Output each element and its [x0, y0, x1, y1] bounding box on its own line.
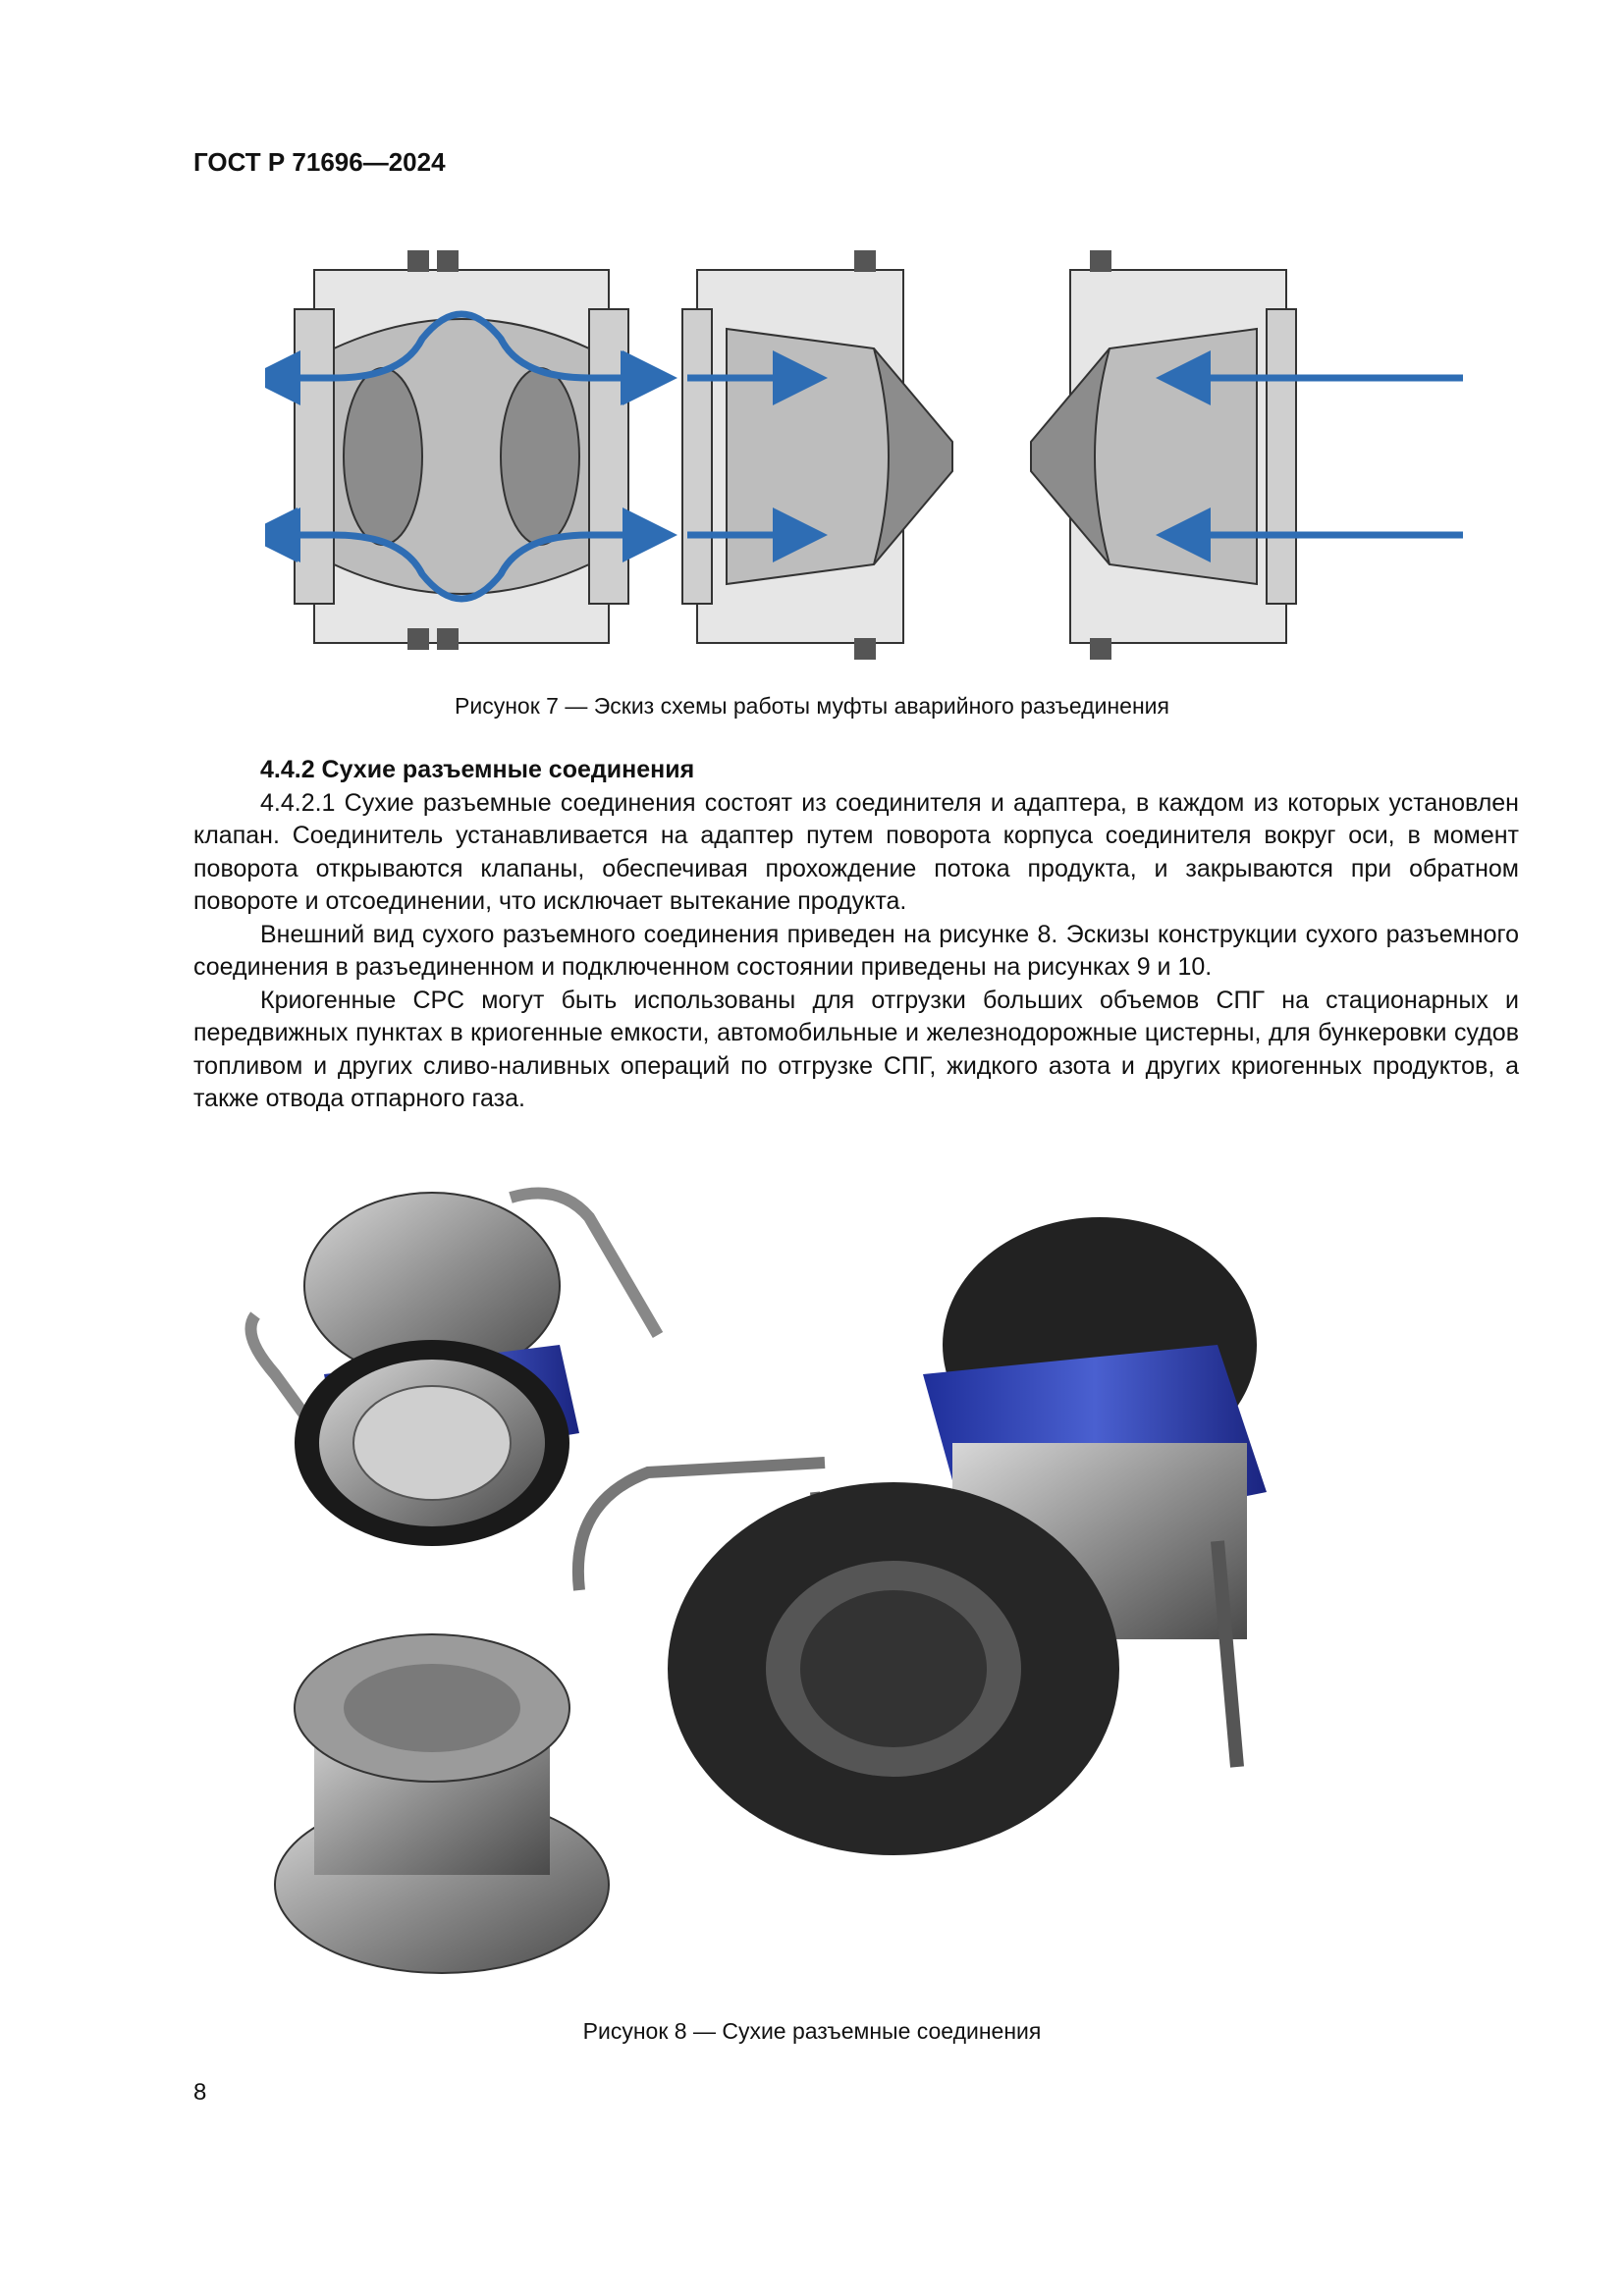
figure-8-caption: Рисунок 8 — Сухие разъемные соединения	[582, 2018, 1042, 2044]
breakaway-coupling-connected	[270, 250, 650, 650]
coupler-image	[251, 1193, 659, 1546]
section-4-4-2	[193, 754, 1519, 1116]
page-number: 8	[193, 2079, 207, 2106]
paragraph-3: Криогенные СРС могут быть использованы для отгрузки больших объемов СПГ на стационарных и передвижных пунктах в криогенные емкости, автомобильные и железнодорожные цистерны, для бункеровки судов топливом и других сливо-наливных операций по отгрузке СПГ, жидкого азота и других криогенных продуктов, а также отвода отпарного газа.	[193, 986, 1519, 1112]
breakaway-coupling-half-right	[1031, 250, 1463, 660]
adapter-image	[275, 1634, 609, 1973]
paragraph-1: 4.4.2.1 Сухие разъемные соединения состоят из соединителя и адаптера, в каждом из которых установлен клапан. Соединитель устанавливается на адаптер путем поворота корпуса соединителя вокруг оси, в момент поворота открываются клапаны, обеспечивая прохождение потока продукта, и закрываются при обратном повороте и отсоединении, что исключает вытекание продукта.	[193, 788, 1519, 915]
figure-7-schematic	[265, 250, 1473, 663]
figure-8-photo	[236, 1178, 1473, 1983]
section-title: 4.4.2 Сухие разъемные соединения	[260, 756, 695, 783]
breakaway-coupling-half-left	[682, 250, 952, 660]
paragraph-2: Внешний вид сухого разъемного соединения приведен на рисунке 8. Эскизы конструкции сухого разъемного соединения в разъединенном и подключенном состоянии приведены на рисунках 9 и 10.	[193, 920, 1519, 981]
document-header: ГОСТ Р 71696—2024	[193, 147, 446, 177]
figure-7-caption: Рисунок 7 — Эскиз схемы работы муфты аварийного разъединения	[455, 693, 1169, 719]
connected-assembly-image	[578, 1217, 1267, 1855]
